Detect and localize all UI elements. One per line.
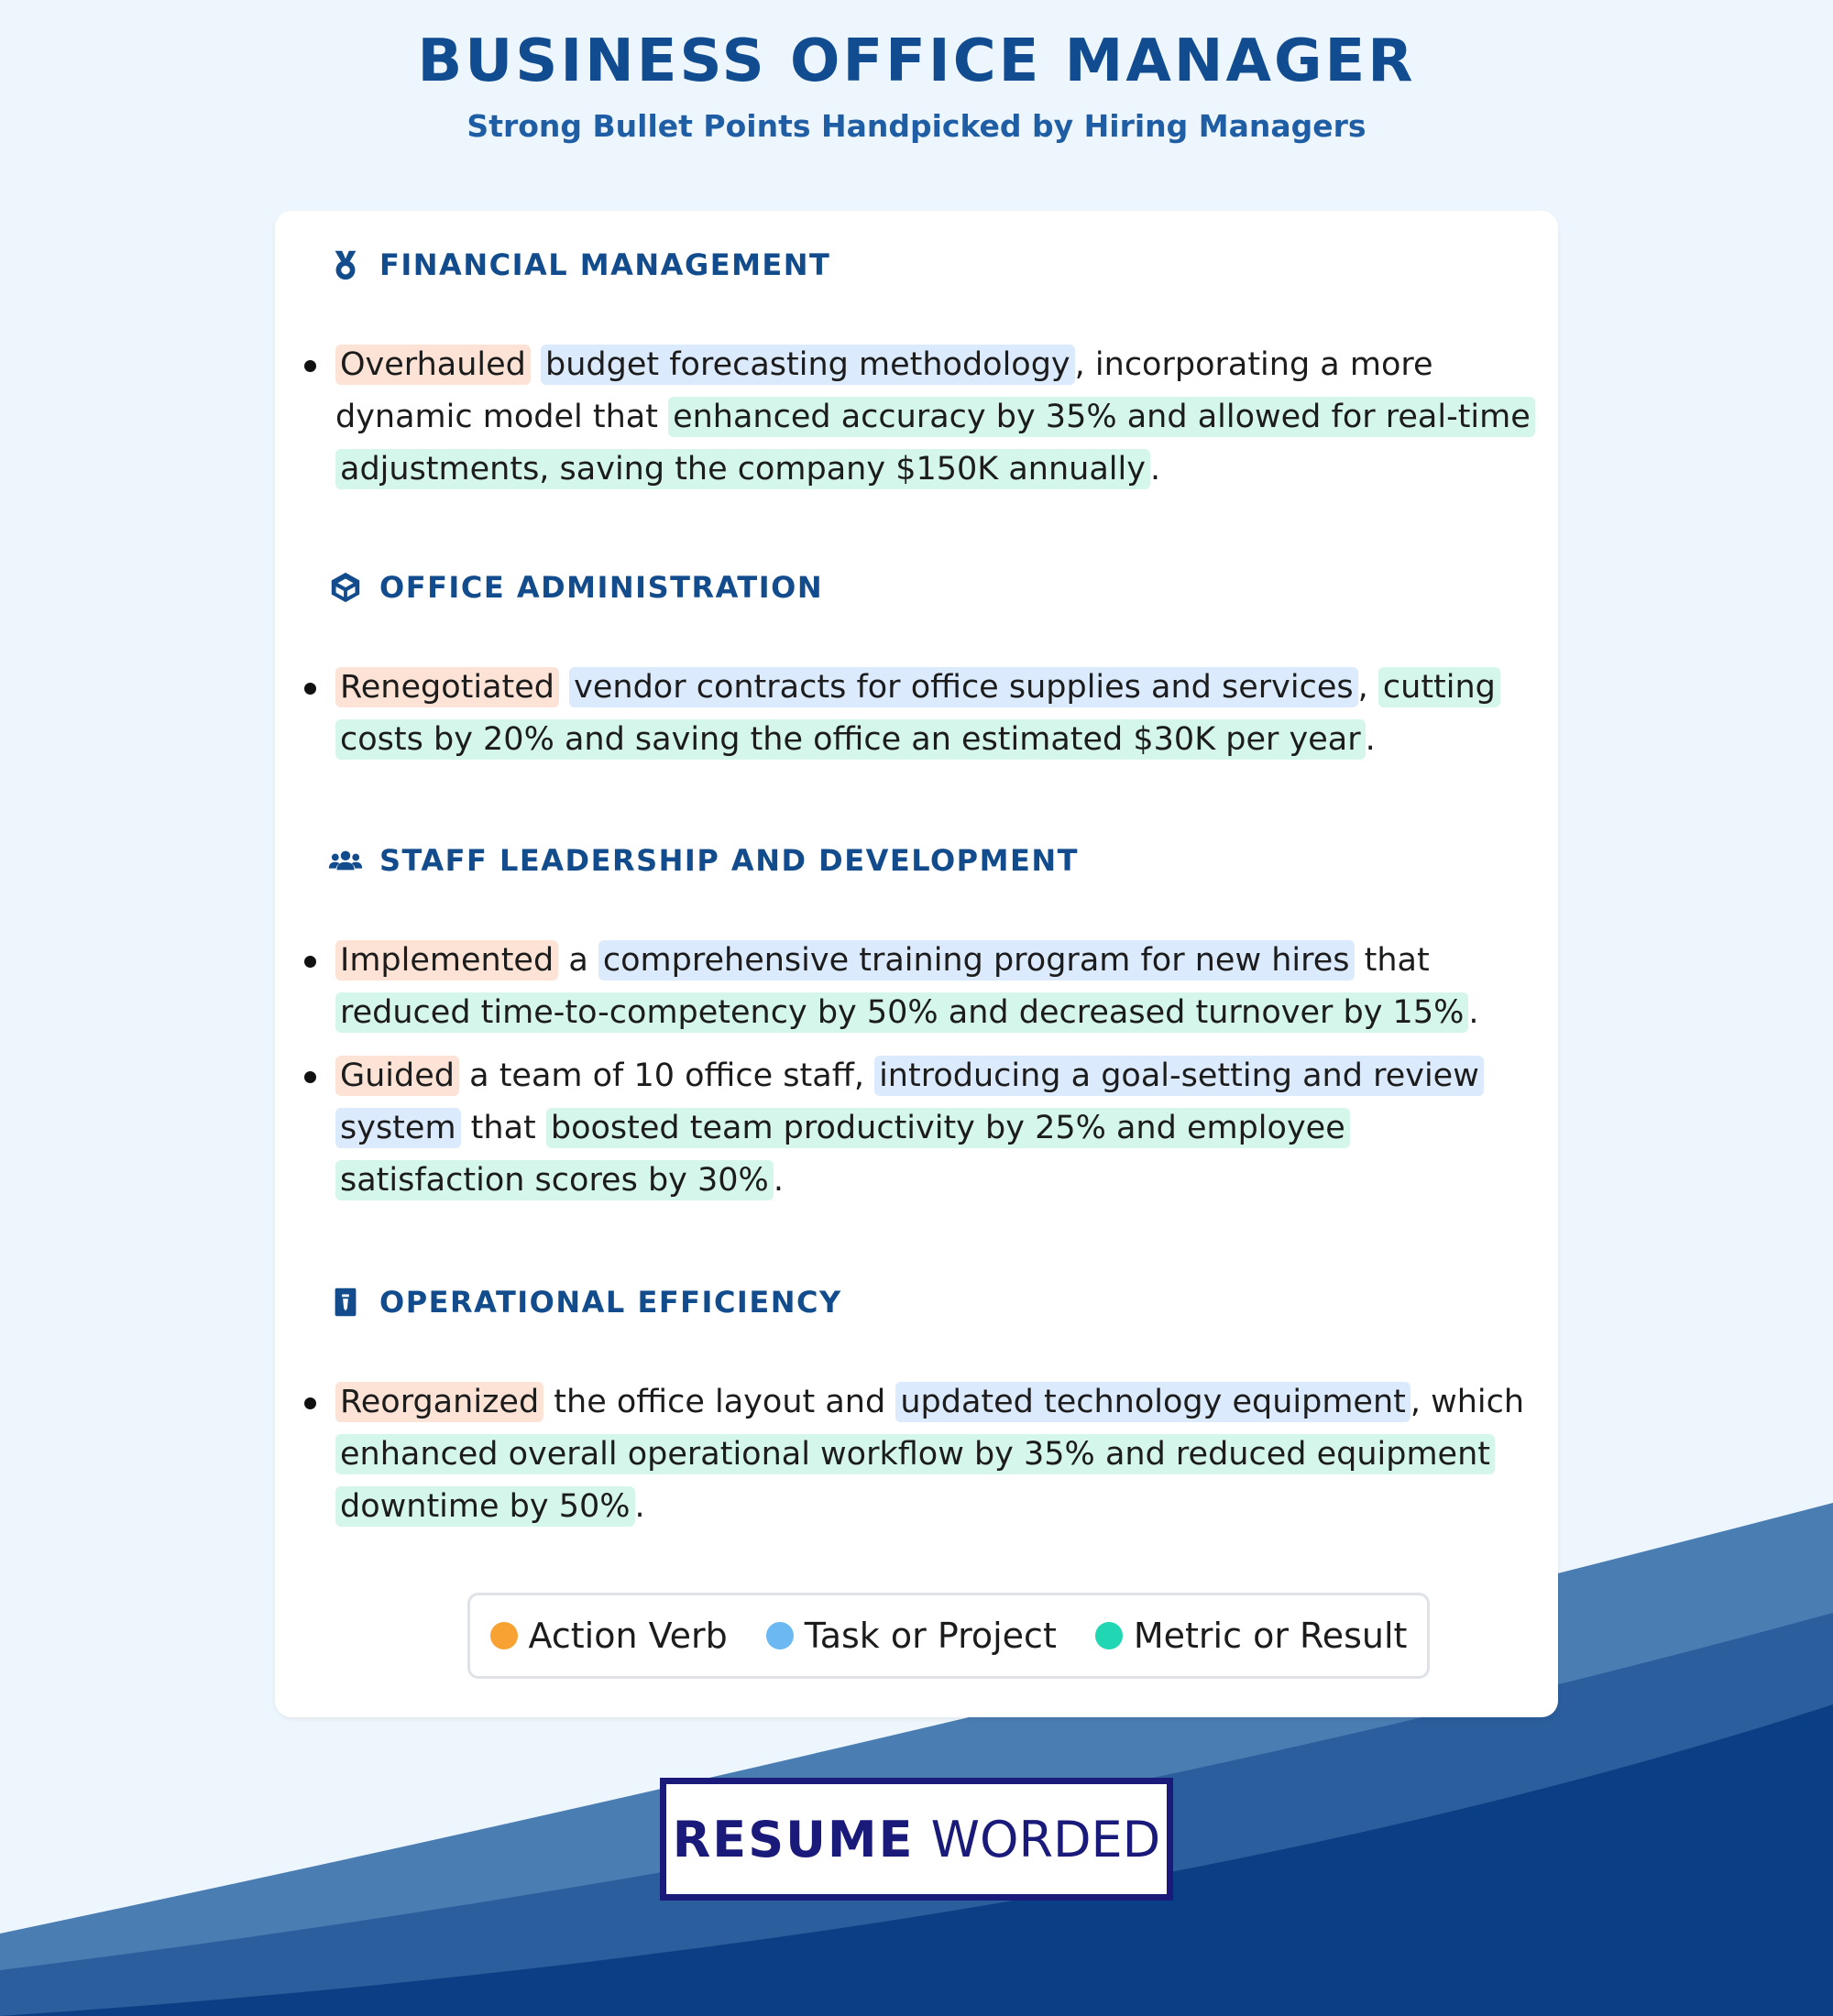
bullet-list bbox=[302, 1376, 1540, 1544]
section-title: STAFF LEADERSHIP AND DEVELOPMENT bbox=[379, 843, 1079, 878]
text: . bbox=[1149, 451, 1161, 488]
legend-item-metric bbox=[1095, 1616, 1408, 1656]
task-or-project: vendor contracts for office supplies and services bbox=[569, 667, 1357, 707]
text: a team of 10 office staff, bbox=[459, 1057, 875, 1094]
highlight-legend bbox=[467, 1593, 1430, 1679]
legend-item-task bbox=[766, 1616, 1057, 1656]
id-badge-icon bbox=[328, 1285, 363, 1320]
medal-icon bbox=[328, 247, 363, 282]
bullet-item bbox=[302, 1376, 1540, 1533]
bullet-list bbox=[302, 935, 1540, 1218]
metric-or-result: enhanced accuracy by 35% and allowed for real-time adjustments, saving the company $150K annually bbox=[335, 397, 1535, 489]
section-office-administration bbox=[328, 570, 823, 605]
logo-bold-text: RESUME bbox=[672, 1810, 915, 1868]
section-staff-leadership bbox=[328, 843, 1079, 878]
text: , incorporating a more dynamic model that bbox=[335, 346, 1433, 435]
cube-icon bbox=[328, 570, 363, 605]
section-title: OPERATIONAL EFFICIENCY bbox=[379, 1285, 842, 1320]
metric-or-result: cutting costs by 20% and saving the office an estimated $30K per year bbox=[335, 667, 1500, 760]
action-verb: Guided bbox=[335, 1056, 459, 1096]
legend-item-action-verb bbox=[490, 1616, 728, 1656]
text: a bbox=[558, 942, 598, 979]
bullet-item bbox=[302, 339, 1540, 496]
text: that bbox=[1354, 942, 1430, 979]
action-verb: Renegotiated bbox=[335, 667, 559, 707]
metric-or-result: enhanced overall operational workflow by 35% and reduced equipment downtime by 50% bbox=[335, 1434, 1495, 1527]
bullet-item bbox=[302, 662, 1540, 766]
teal-dot-icon bbox=[1095, 1622, 1123, 1649]
section-financial-management bbox=[328, 247, 830, 282]
text: . bbox=[773, 1162, 784, 1199]
text: . bbox=[1365, 721, 1376, 758]
page-subtitle: Strong Bullet Points Handpicked by Hiring Managers bbox=[466, 108, 1367, 144]
metric-or-result: boosted team productivity by 25% and employee satisfaction scores by 30% bbox=[335, 1108, 1350, 1200]
metric-or-result: reduced time-to-competency by 50% and decreased turnover by 15% bbox=[335, 992, 1468, 1033]
legend-label: Task or Project bbox=[804, 1616, 1057, 1656]
text: . bbox=[634, 1488, 645, 1525]
blue-dot-icon bbox=[766, 1622, 794, 1649]
resume-worded-logo bbox=[660, 1778, 1173, 1901]
page-header bbox=[0, 27, 1833, 144]
page-title: BUSINESS OFFICE MANAGER bbox=[417, 27, 1416, 95]
users-icon bbox=[328, 843, 363, 878]
action-verb: Overhauled bbox=[335, 345, 531, 385]
bullet-list bbox=[302, 339, 1540, 507]
section-title: OFFICE ADMINISTRATION bbox=[379, 570, 824, 605]
orange-dot-icon bbox=[490, 1622, 518, 1649]
task-or-project: budget forecasting methodology bbox=[541, 345, 1075, 385]
text: , which bbox=[1410, 1384, 1525, 1420]
text bbox=[531, 346, 541, 383]
logo-light-text: WORDED bbox=[930, 1810, 1161, 1868]
text: that bbox=[460, 1110, 546, 1146]
bullet-item bbox=[302, 1050, 1540, 1207]
task-or-project: comprehensive training program for new hires bbox=[598, 940, 1355, 981]
action-verb: Reorganized bbox=[335, 1382, 543, 1422]
bullet-item bbox=[302, 935, 1540, 1039]
task-or-project: updated technology equipment bbox=[895, 1382, 1410, 1422]
resume-card bbox=[275, 211, 1558, 1717]
section-operational-efficiency bbox=[328, 1285, 842, 1320]
legend-label: Metric or Result bbox=[1133, 1616, 1408, 1656]
action-verb: Implemented bbox=[335, 940, 558, 981]
legend-label: Action Verb bbox=[528, 1616, 728, 1656]
task-or-project: introducing a goal-setting and review system bbox=[335, 1056, 1484, 1148]
text: , bbox=[1357, 669, 1378, 706]
text bbox=[559, 669, 569, 706]
text: . bbox=[1468, 994, 1479, 1031]
section-title: FINANCIAL MANAGEMENT bbox=[379, 247, 831, 282]
bullet-list bbox=[302, 662, 1540, 777]
text: the office layout and bbox=[543, 1384, 896, 1420]
